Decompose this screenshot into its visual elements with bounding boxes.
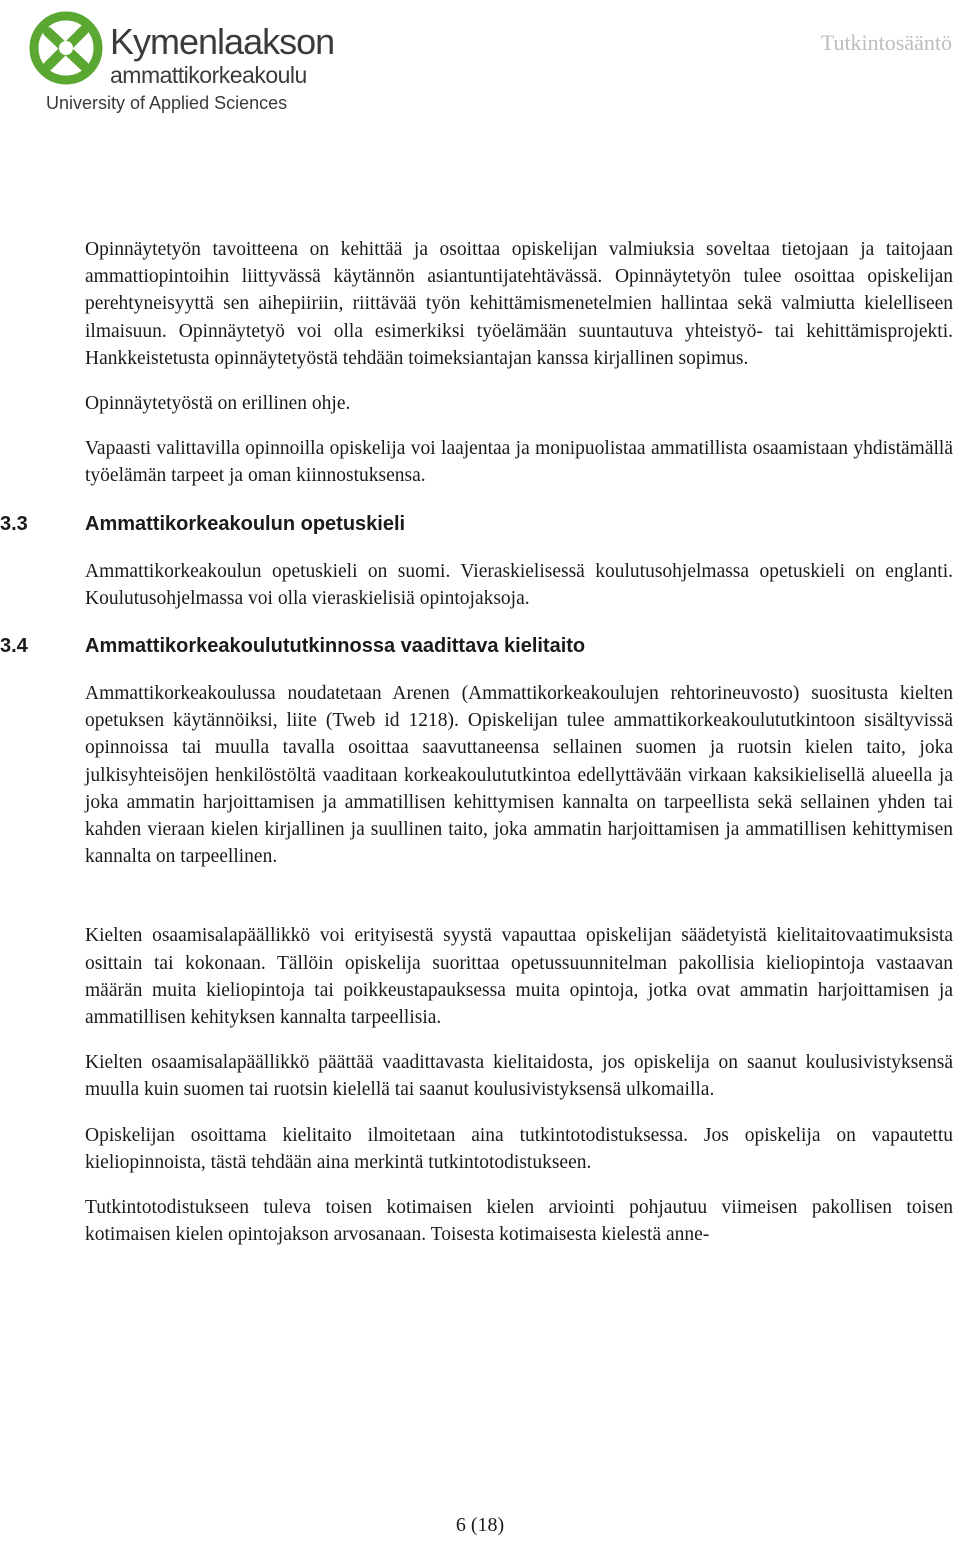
paragraph-elective: Vapaasti valittavilla opinnoilla opiskelija voi laajentaa ja monipuolistaa ammatillista osaamistaan yhdistämällä työelämän tarpeet ja oman kiinnostuksensa. [85, 438, 953, 487]
section-title: Ammattikorkeakoulun opetuskieli [85, 512, 406, 535]
paragraph-foreign-education: Kielten osaamisalapäällikkö päättää vaadittavasta kielitaidosta, jos opiskelija on saanut koulusivistyksensä muulla kuin suomen tai ruotsin kielellä tai saanut koulusivistyksensä ulkomailla. [85, 1052, 953, 1101]
paragraph-thesis-guide: Opinnäytetyöstä on erillinen ohje. [85, 393, 351, 415]
spacer [85, 888, 953, 922]
paragraph-language: Ammattikorkeakoulun opetuskieli on suomi. Vieraskielisessä koulutusohjelmassa opetuskieli on englanti. Koulutusohjelmassa voi olla vieraskielisiä opintojaksoja. [85, 560, 953, 609]
logo-university: University of Applied Sciences [46, 93, 288, 113]
page-number: 6 (18) [455, 1514, 505, 1536]
paragraph-thesis: Opinnäytetyön tavoitteena on kehittää ja osoittaa opiskelijan valmiuksia soveltaa tietojaan ja taitojaan ammattiopintoihin liittyvässä käytännön asiantuntijatehtävässä. Opinnäytetyön tulee osoittaa opiskelijan perehtyneisyyttä sen aihepiiriin, riittävää työn kehittämismenetelmien hallintaa sekä valmiutta kielelliseen ilmaisuun. Opinnäytetyö voi olla esimerkiksi työelämään suuntautuva yhteistyö- tai kehittämisprojekti. Hankkeistetusta opinnäytetyöstä tehdään toimeksiantajan kanssa kirjallinen sopimus. [85, 239, 953, 369]
paragraph-exemption: Kielten osaamisalapäällikkö voi erityisestä syystä vapauttaa opiskelijan säädetyistä kielitaitovaatimuksista osittain tai kokonaan. Tällöin opiskelija suorittaa opetussuunnitelman pakollisia kieliopintoja vastaavan määrän muita kieliopintoja tai poikkeustapauksessa muita opintoja, jotka ovat ammatin harjoittamisen ja ammatillisen kehityksen kannalta tarpeellisia. [85, 925, 953, 1029]
paragraph-second-language: Tutkintotodistukseen tuleva toisen kotimaisen kielen arviointi pohjautuu viimeisen pakollisen toisen kotimaisen kielen opintojakson arvosanaan. Toisesta kotimaisesta kielestä anne- [85, 1197, 953, 1246]
document-title: Tutkintosääntö [820, 30, 952, 55]
paragraph-certificate: Opiskelijan osoittama kielitaito ilmoitetaan aina tutkintotodistuksessa. Jos opiskelija on vapautettu kieliopinnoista, tästä tehdään aina merkintä tutkintotodistukseen. [85, 1124, 953, 1173]
document-body [0, 236, 953, 1266]
logo-subtitle: ammattikorkeakoulu [110, 62, 307, 88]
logo-mark-icon [28, 10, 108, 90]
section-heading-3-3 [0, 512, 953, 536]
logo-name: Kymenlaakson [110, 21, 335, 62]
paragraph-arene: Ammattikorkeakoulussa noudatetaan Arenen (Ammattikorkeakoulujen rehtorineuvosto) suositusta kielten opetuksen käytännöiksi, liite (Tweb id 1218). Opiskelijan tulee ammattikorkeakoulututkintoon sisältyvissä opinnoissa tai muulla tavalla osoittaa saavuttaneensa sellainen suomen ja ruotsin kielen taito, joka julkisyhteisöjen henkilöstöltä vaaditaan korkeakoulututkintoa edellyttävään virkaan kaksikielisellä alueella ja joka ammatin harjoittamisen ja ammatillisen kehittymisen kannalta on tarpeellista sekä sellainen yhden tai kahden vieraan kielen kirjallinen ja suullinen taito, joka ammatin harjoittamisen ja ammatillisen kehittymisen kannalta on tarpeellinen. [85, 683, 953, 868]
section-heading-3-4 [0, 634, 953, 658]
section-number: 3.4 [0, 635, 28, 658]
section-title: Ammattikorkeakoulututkinnossa vaadittava kielitaito [85, 635, 586, 658]
institution-logo [26, 8, 335, 118]
section-number: 3.3 [0, 512, 28, 535]
